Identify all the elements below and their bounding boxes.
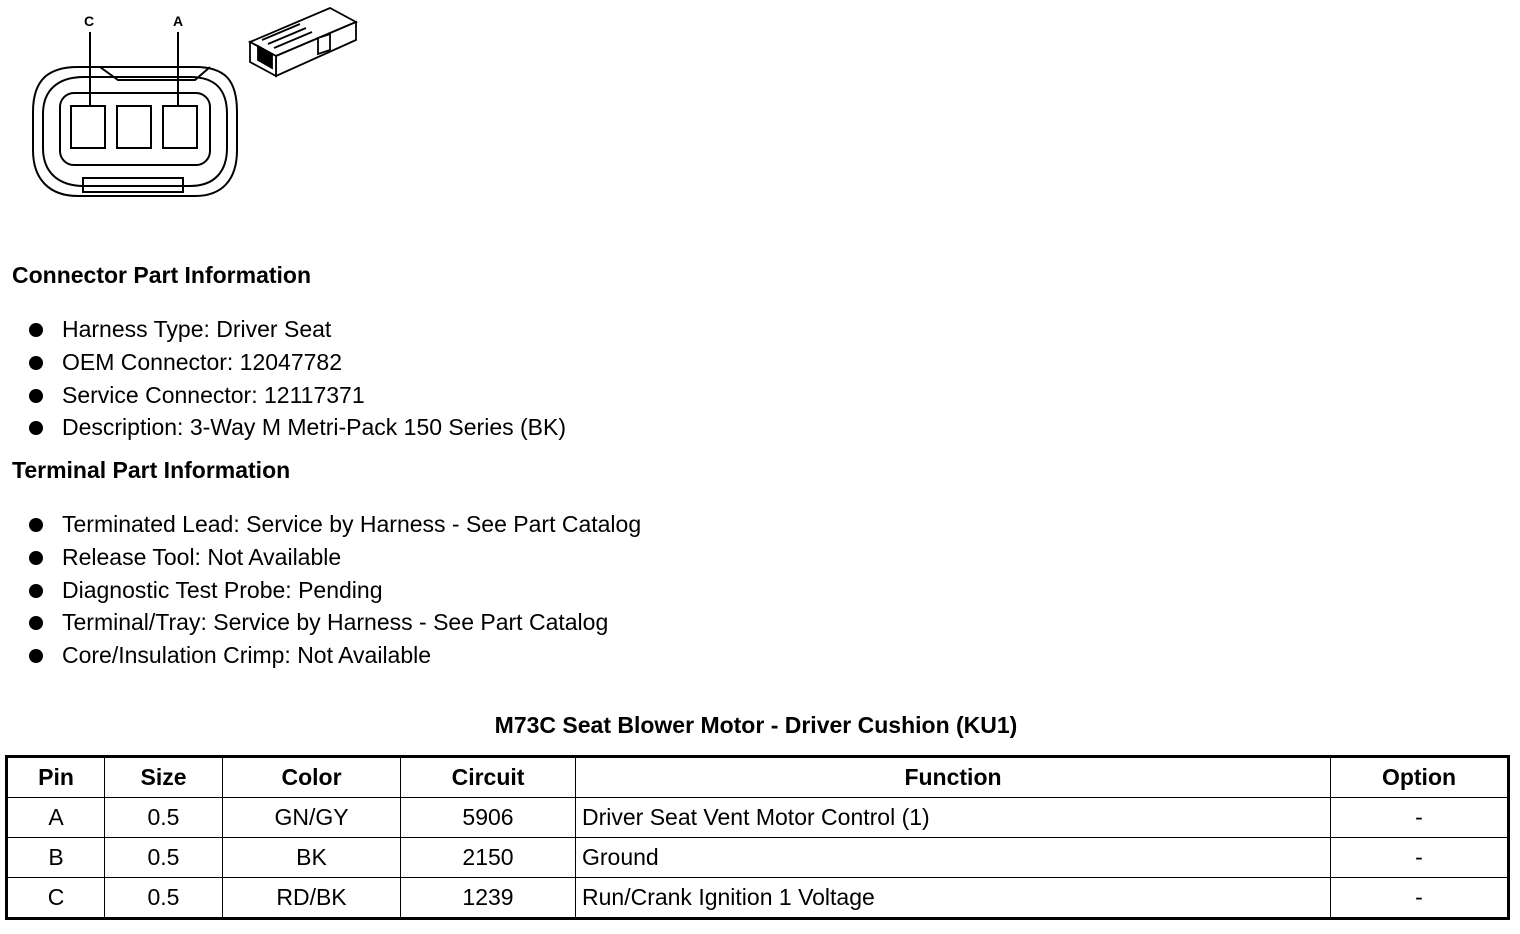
bullet-icon [29, 389, 43, 403]
bullet-icon [29, 323, 43, 337]
header-option: Option [1331, 757, 1509, 798]
bullet-icon [29, 518, 43, 532]
bullet-icon [29, 356, 43, 370]
table-row [7, 798, 1509, 838]
list-item [0, 639, 641, 672]
list-item [0, 346, 566, 379]
cell-option: - [1331, 878, 1509, 919]
list-item [0, 313, 566, 346]
list-item [0, 606, 641, 639]
cell-pin: B [7, 838, 105, 878]
bullet-icon [29, 649, 43, 663]
cell-size: 0.5 [105, 838, 223, 878]
header-pin: Pin [7, 757, 105, 798]
cavity-label-c: C [84, 13, 95, 29]
cavity-housing [60, 93, 210, 165]
list-item [0, 379, 566, 412]
bullet-icon [29, 584, 43, 598]
cavity-label-a: A [173, 13, 184, 29]
header-function: Function [576, 757, 1331, 798]
list-item [0, 574, 641, 607]
connector-diagram [0, 0, 380, 210]
cell-circuit: 5906 [401, 798, 576, 838]
cell-option: - [1331, 798, 1509, 838]
table-title: M73C Seat Blower Motor - Driver Cushion (KU1) [494, 712, 1018, 738]
list-item-text: Core/Insulation Crimp: Not Available [62, 642, 432, 669]
cell-function: Driver Seat Vent Motor Control (1) [576, 798, 1331, 838]
list-item [0, 541, 641, 574]
cell-pin: A [7, 798, 105, 838]
bullet-icon [29, 551, 43, 565]
terminal-part-info-list [0, 508, 641, 672]
pinout-table [5, 755, 1510, 920]
list-item [0, 411, 566, 444]
cell-color: GN/GY [223, 798, 401, 838]
table-header-row [7, 757, 1509, 798]
list-item-text: Diagnostic Test Probe: Pending [62, 576, 383, 603]
list-item [0, 508, 641, 541]
connector-isometric-icon [250, 8, 356, 76]
list-item-text: Service Connector: 12117371 [62, 381, 365, 408]
cell-function: Run/Crank Ignition 1 Voltage [576, 878, 1331, 919]
cell-option: - [1331, 838, 1509, 878]
header-size: Size [105, 757, 223, 798]
table-row [7, 838, 1509, 878]
cell-circuit: 2150 [401, 838, 576, 878]
connector-face-outline [33, 67, 237, 196]
cell-size: 0.5 [105, 878, 223, 919]
list-item-text: Terminal/Tray: Service by Harness - See Part Catalog [62, 609, 609, 636]
list-item-text: Release Tool: Not Available [62, 543, 342, 570]
list-item-text: Terminated Lead: Service by Harness - See Part Catalog [62, 511, 642, 537]
connector-part-info-list [0, 313, 566, 444]
terminal-part-info-heading: Terminal Part Information [12, 457, 291, 483]
cell-pin: C [7, 878, 105, 919]
list-item-text: Description: 3-Way M Metri-Pack 150 Series (BK) [62, 414, 567, 441]
list-item-text: OEM Connector: 12047782 [62, 348, 343, 375]
cavity-b [117, 106, 151, 148]
cavity-c [71, 106, 105, 148]
header-color: Color [223, 757, 401, 798]
table-row [7, 878, 1509, 919]
cell-function: Ground [576, 838, 1331, 878]
cell-size: 0.5 [105, 798, 223, 838]
bullet-icon [29, 616, 43, 630]
bullet-icon [29, 421, 43, 435]
cell-circuit: 1239 [401, 878, 576, 919]
list-item-text: Harness Type: Driver Seat [62, 316, 332, 342]
cell-color: BK [223, 838, 401, 878]
cavity-a [163, 106, 197, 148]
header-circuit: Circuit [401, 757, 576, 798]
connector-part-info-heading: Connector Part Information [12, 262, 312, 288]
cell-color: RD/BK [223, 878, 401, 919]
